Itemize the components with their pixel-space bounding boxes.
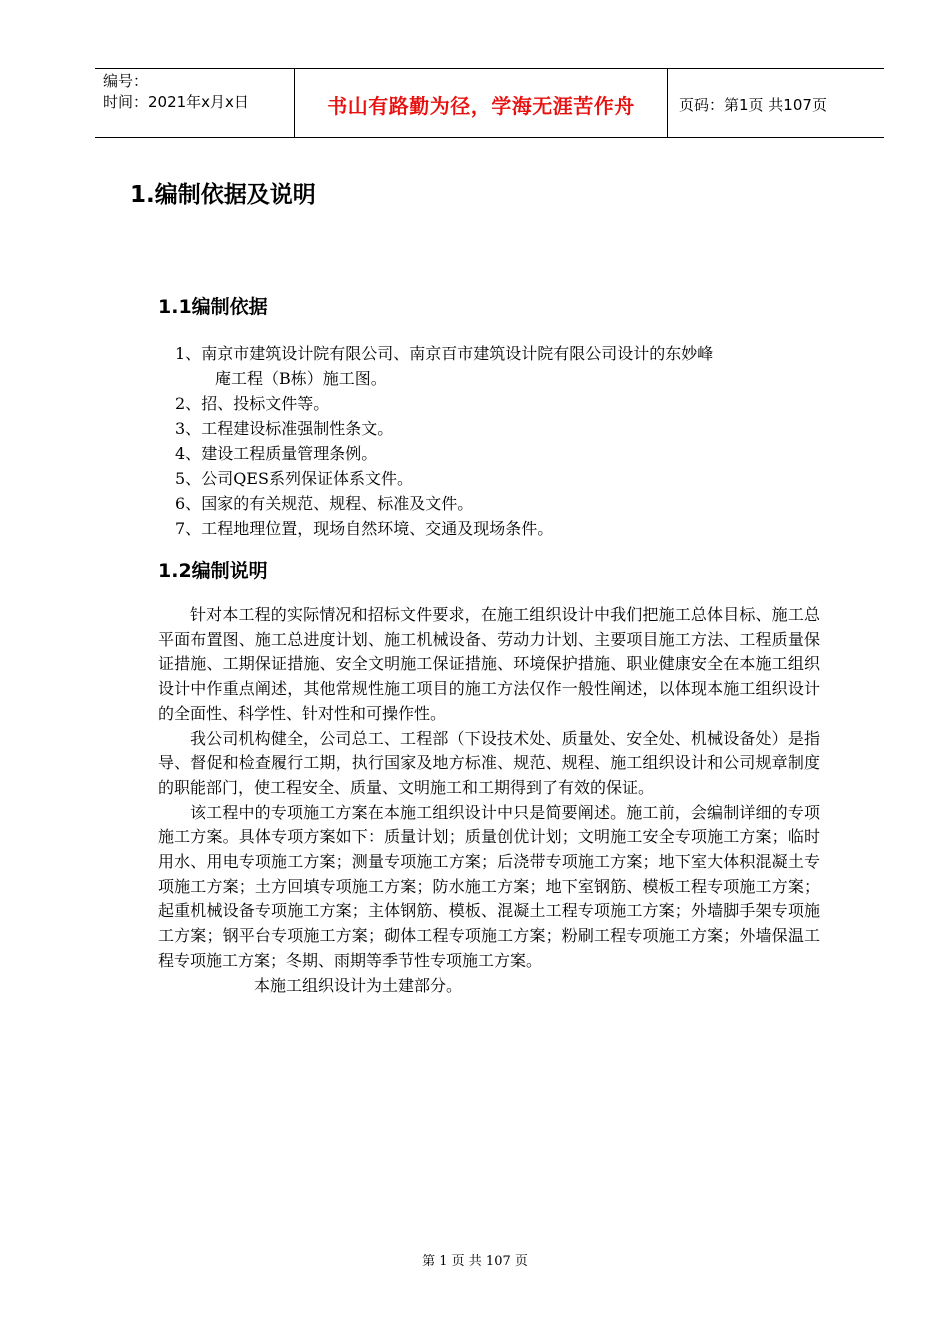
list-item-text: 工程地理位置，现场自然环境、交通及现场条件。 [201,519,554,538]
list-item-text: 国家的有关规范、规程、标准及文件。 [201,494,474,513]
list-item-text: 工程建设标准强制性条文。 [201,419,394,438]
header-page-info: 页码：第1页 共107页 [679,96,827,114]
header-meta [95,69,295,137]
page-header [95,68,884,138]
paragraph: 针对本工程的实际情况和招标文件要求，在施工组织设计中我们把施工总体目标、施工总平面布置图、施工总进度计划、施工机械设备、劳动力计划、主要项目施工方法、工程质量保证措施、工期保证措施、安全文明施工保证措施、环境保护措施、职业健康安全在本施工组织设计中作重点阐述，其他常规性施工项目的施工方法仅作一般性阐述，以体现本施工组织设计的全面性、科学性、针对性和可操作性。 [158,605,820,723]
paragraph: 该工程中的专项施工方案在本施工组织设计中只是简要阐述。施工前，会编制详细的专项施工方案。具体专项方案如下：质量计划；质量创优计划；文明施工安全专项施工方案；临时用水、用电专项施工方案；测量专项施工方案；后浇带专项施工方案；地下室大体积混凝土专项施工方案；土方回填专项施工方案；防水施工方案；地下室钢筋、模板工程专项施工方案；起重机械设备专项施工方案；主体钢筋、模板、混凝土工程专项施工方案；外墙脚手架专项施工方案；钢平台专项施工方案；砌体工程专项施工方案；粉刷工程专项施工方案；外墙保温工程专项施工方案；冬期、雨期等季节性专项施工方案。 [158,802,820,970]
list-item-text: 南京市建筑设计院有限公司、南京百市建筑设计院有限公司设计的东妙峰 [201,344,714,363]
list-item [175,441,855,466]
list-item-number: 4、 [175,444,202,463]
document-number-label: 编号： [103,72,149,90]
list-item [175,491,855,516]
list-item [175,516,855,541]
list-item-text: 建设工程质量管理条例。 [201,444,378,463]
list-item-number: 2、 [175,394,202,413]
list-item-number: 1、 [175,344,202,363]
document-time-label: 时间：2021年x月x日 [103,93,249,111]
paragraph: 本施工组织设计为土建部分。 [254,975,463,995]
list-item-text: 招、投标文件等。 [201,394,330,413]
header-motto: 书山有路勤为径，学海无涯苦作舟 [327,94,635,118]
list-item-continuation: 庵工程（B栋）施工图。 [215,369,387,388]
list-item-number: 5、 [175,469,202,488]
page-footer: 第 1 页 共 107 页 [422,1254,528,1269]
section-heading-description: 1.2编制说明 [158,560,268,582]
description-body [158,603,820,998]
paragraph: 我公司机构健全，公司总工、工程部（下设技术处、质量处、安全处、机械设备处）是指导、督促和检查履行工期，执行国家及地方标准、规范、规程、施工组织设计和公司规章制度的职能部门，使工程安全、质量、文明施工和工期得到了有效的保证。 [158,728,820,797]
chapter-heading: 1.编制依据及说明 [130,182,316,208]
list-item [175,466,855,491]
list-item-number: 6、 [175,494,202,513]
section-heading-basis: 1.1编制依据 [158,296,268,318]
list-item-text: 公司QES系列保证体系文件。 [201,469,413,488]
list-item-number: 7、 [175,519,202,538]
header-motto-cell [295,69,668,137]
list-item-number: 3、 [175,419,202,438]
list-item [175,416,855,441]
list-item [175,341,855,391]
basis-list [175,341,855,541]
header-page-cell [668,69,884,137]
list-item [175,391,855,416]
